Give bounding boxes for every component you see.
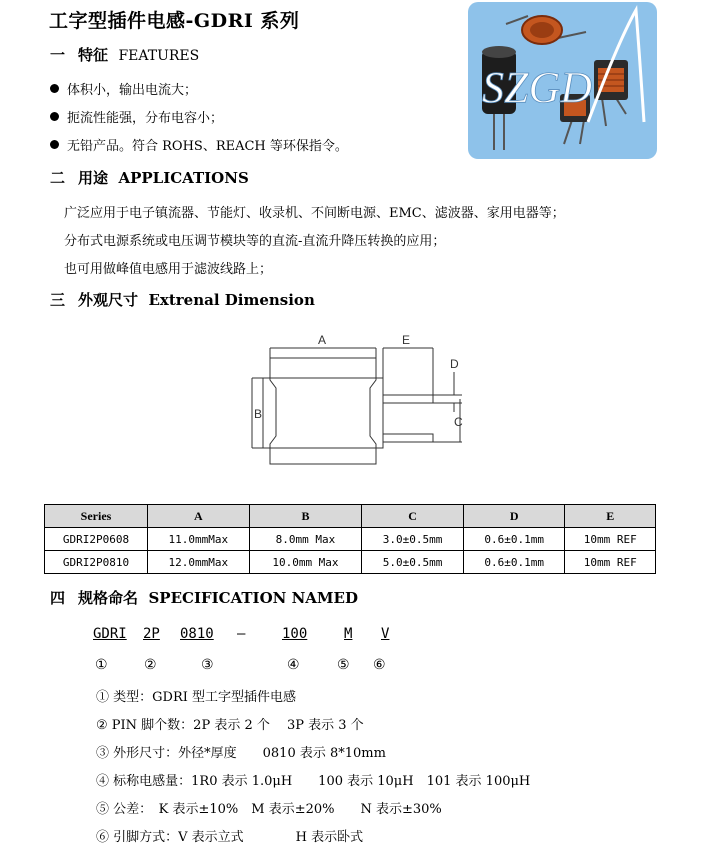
table-cell: 0.6±0.1mm (463, 551, 565, 574)
table-cell: 10.0mm Max (249, 551, 362, 574)
dim-label-e: E (402, 333, 411, 347)
section-number: 一 (50, 46, 66, 64)
section-number: 四 (50, 589, 66, 607)
table-header: Series (45, 505, 148, 528)
heading-en: FEATURES (118, 48, 200, 64)
code-dash: — (237, 626, 246, 642)
heading-cn: 用途 (78, 169, 109, 187)
naming-item: ⑤ 公差： K 表示±10% M 表示±20% N 表示±30% (96, 802, 442, 817)
application-line: 也可用做峰值电感用于滤波线路上； (64, 262, 273, 277)
table-cell: 8.0mm Max (249, 528, 362, 551)
table-row (45, 528, 656, 551)
section-applications-heading (50, 167, 249, 188)
table-header: E (565, 505, 656, 528)
dimension-drawing (240, 322, 480, 472)
code-series: GDRI (93, 626, 127, 642)
feature-item: 扼流性能强，分布电容小； (50, 107, 223, 126)
table-cell: 5.0±0.5mm (362, 551, 464, 574)
heading-cn: 外观尺寸 (78, 291, 139, 309)
naming-item: ② PIN 脚个数：2P 表示 2 个 3P 表示 3 个 (96, 718, 364, 733)
code-marker: ③ (201, 657, 214, 673)
bullet-icon (50, 84, 59, 93)
table-cell: 10mm REF (565, 528, 656, 551)
section-number: 三 (50, 291, 66, 309)
naming-item: ⑥ 引脚方式：V 表示立式 H 表示卧式 (96, 830, 364, 845)
table-header: D (463, 505, 565, 528)
table-header: B (249, 505, 362, 528)
table-cell: 10mm REF (565, 551, 656, 574)
table-header-row (45, 505, 656, 528)
heading-cn: 规格命名 (78, 589, 139, 607)
table-cell: 3.0±0.5mm (362, 528, 464, 551)
application-line: 广泛应用于电子镇流器、节能灯、收录机、不间断电源、EMC、滤波器、家用电器等； (64, 206, 565, 221)
application-line: 分布式电源系统或电压调节模块等的直流-直流升降压转换的应用； (64, 234, 446, 249)
heading-en: SPECIFICATION NAMED (148, 589, 358, 607)
code-marker: ④ (287, 657, 300, 673)
heading-en: APPLICATIONS (118, 169, 249, 187)
heading-en: Extrenal Dimension (148, 291, 315, 309)
table-row (45, 551, 656, 574)
code-mount: V (381, 626, 390, 642)
naming-item: ① 类型：GDRI 型工字型插件电感 (96, 690, 296, 705)
code-marker: ① (95, 657, 108, 673)
code-tolerance: M (344, 626, 353, 642)
code-marker: ② (144, 657, 157, 673)
naming-item: ③ 外形尺寸：外径*厚度 0810 表示 8*10mm (96, 746, 386, 761)
section-features-heading (50, 44, 199, 65)
table-cell: GDRI2P0810 (45, 551, 148, 574)
dim-label-a: A (318, 333, 327, 347)
dim-label-b: B (254, 407, 263, 421)
code-pins: 2P (143, 626, 160, 642)
dim-label-c: C (454, 415, 463, 429)
table-header: C (362, 505, 464, 528)
heading-cn: 特征 (78, 46, 109, 64)
table-cell: 11.0mmMax (148, 528, 250, 551)
page-title: 工字型插件电感-GDRI 系列 (49, 10, 300, 32)
bullet-icon (50, 112, 59, 121)
section-number: 二 (50, 169, 66, 187)
code-inductance: 100 (282, 626, 308, 642)
table-cell: GDRI2P0608 (45, 528, 148, 551)
bullet-icon (50, 140, 59, 149)
code-marker: ⑤ (337, 657, 350, 673)
table-cell: 12.0mmMax (148, 551, 250, 574)
section-dimension-heading (50, 289, 315, 310)
code-size: 0810 (180, 626, 214, 642)
logo-text: SZGD (482, 63, 593, 112)
dim-label-d: D (450, 357, 459, 371)
dimension-table (44, 504, 656, 574)
section-naming-heading (50, 587, 358, 608)
feature-item: 体积小，输出电流大； (50, 79, 197, 98)
table-cell: 0.6±0.1mm (463, 528, 565, 551)
naming-item: ④ 标称电感量：1R0 表示 1.0μH 100 表示 10μH 101 表示 100μH (96, 774, 531, 789)
szgd-logo (468, 2, 657, 159)
feature-item: 无铅产品。符合 ROHS、REACH 等环保指令。 (50, 135, 348, 154)
code-marker: ⑥ (373, 657, 386, 673)
table-header: A (148, 505, 250, 528)
